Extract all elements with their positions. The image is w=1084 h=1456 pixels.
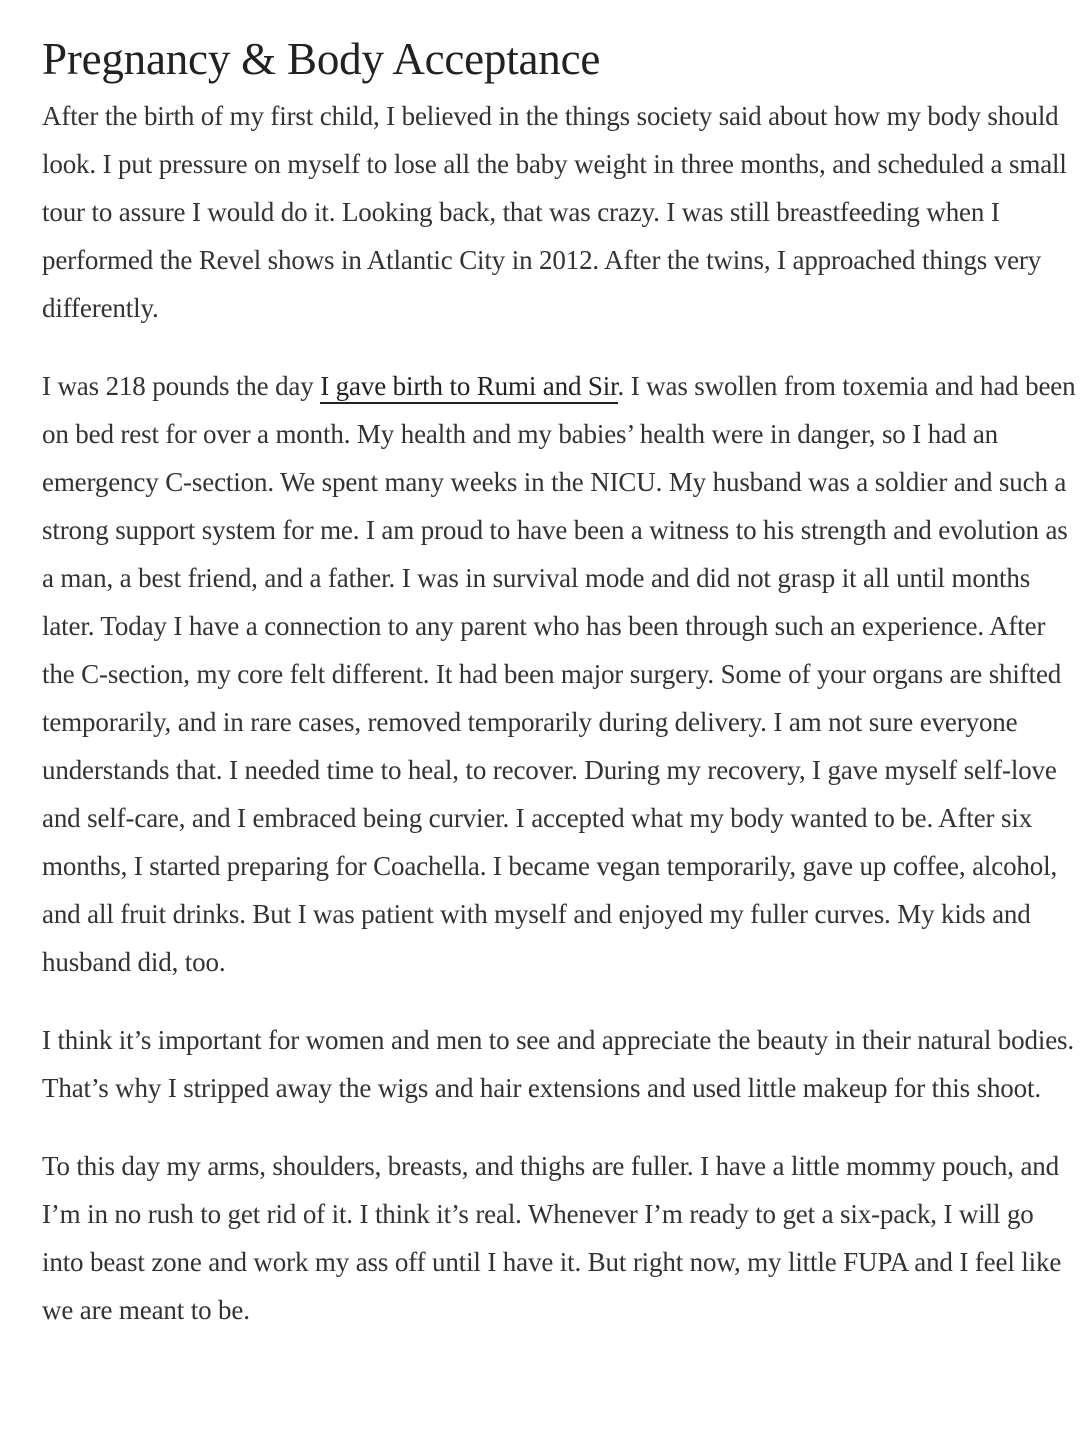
paragraph-twins-birth bbox=[42, 362, 1078, 986]
birth-story-link[interactable]: I gave birth to Rumi and Sir bbox=[320, 371, 617, 404]
paragraph-text-before-link: I was 218 pounds the day bbox=[42, 371, 321, 401]
article-body bbox=[42, 28, 1078, 1334]
paragraph-fuller-body: To this day my arms, shoulders, breasts, and thighs are fuller. I have a little mommy pouch, and I’m in no rush to get rid of it. I think it’s real. Whenever I’m ready to get a six-pack, I will go into beast zone and work my ass off until I have it. But right now, my little FUPA and I feel like we are meant to be. bbox=[42, 1151, 1062, 1325]
paragraph-text-after-link: . I was swollen from toxemia and had been on bed rest for over a month. My health and my babies’ health were in danger, so I had an emergency C-section. We spent many weeks in the NICU. My husband was a soldier and such a strong support system for me. I am proud to have been a witness to his strength and evolution as a man, a best friend, and a father. I was in survival mode and did not grasp it all until months later. Today I have a connection to any parent who has been through such an experience. After the C-section, my core felt different. It had been major surgery. Some of your organs are shifted temporarily, and in rare cases, removed temporarily during delivery. I am not sure everyone understands that. I needed time to heal, to recover. During my recovery, I gave myself self-love and self-care, and I embraced being curvier. I accepted what my body wanted to be. After six months, I started preparing for Coachella. I became vegan temporarily, gave up coffee, alcohol, and all fruit drinks. But I was patient with myself and enjoyed my fuller curves. My kids and husband did, too. bbox=[42, 371, 1076, 977]
article-heading: Pregnancy & Body Acceptance bbox=[42, 34, 601, 84]
paragraph-first-child: After the birth of my first child, I believed in the things society said about how my body should look. I put pressure on myself to lose all the baby weight in three months, and scheduled a small tour to assure I would do it. Looking back, that was crazy. I was still breastfeeding when I performed the Revel shows in Atlantic City in 2012. After the twins, I approached things very differently. bbox=[42, 101, 1067, 323]
paragraph-natural-bodies: I think it’s important for women and men to see and appreciate the beauty in their natural bodies. That’s why I stripped away the wigs and hair extensions and used little makeup for this shoot. bbox=[42, 1025, 1074, 1103]
